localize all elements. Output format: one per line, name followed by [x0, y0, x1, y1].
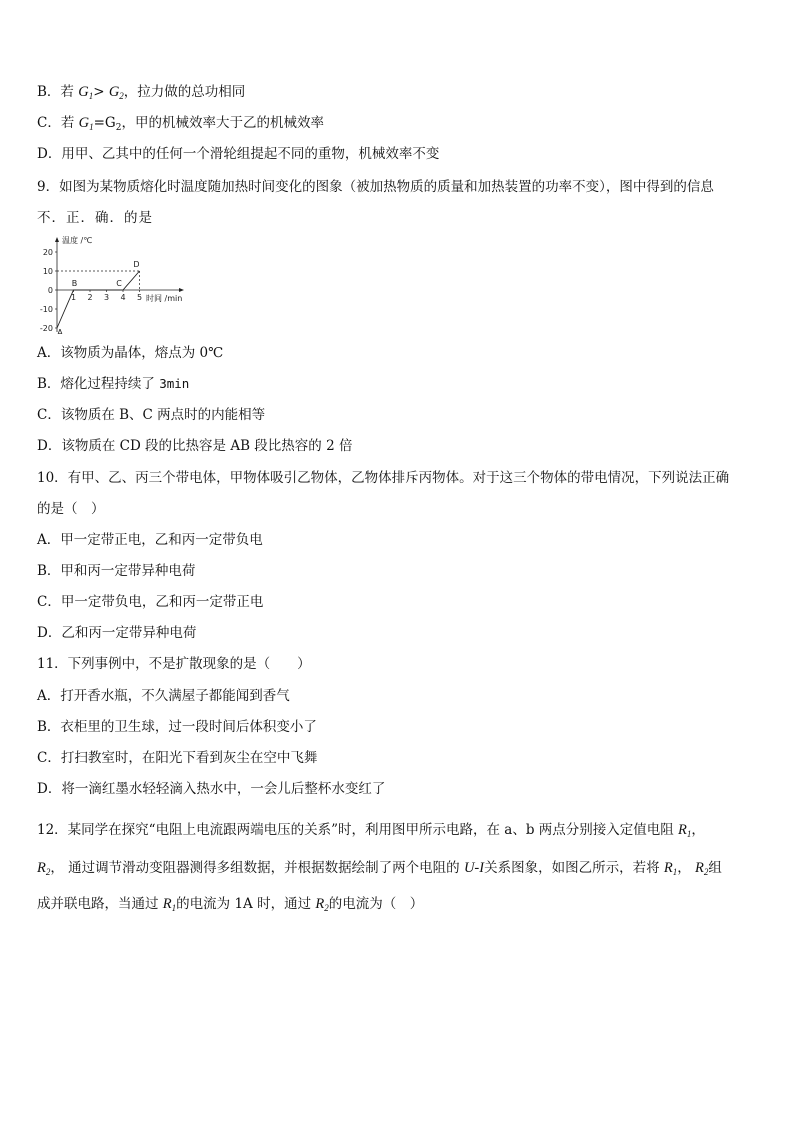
q9-option-b-value: 3min: [159, 376, 190, 391]
g2-symbol: $G_2$: [108, 84, 124, 101]
q8-option-b-suffix: ，拉力做的总功相同: [123, 84, 246, 100]
point-label-b: B: [71, 279, 78, 288]
q9-option-a: A．该物质为晶体，熔点为 0℃: [37, 345, 224, 361]
x-tick-label: 5: [136, 293, 143, 302]
temperature-time-graph: [33, 234, 203, 334]
q10-option-c: C．甲一定带负电，乙和丙一定带正电: [37, 594, 264, 610]
q10-stem-cont: 的是（ ）: [37, 501, 105, 517]
g1-symbol: $G_1$: [78, 84, 94, 101]
q11-option-d: D．将一滴红墨水轻轻滴入热水中，一会儿后整杯水变红了: [37, 781, 386, 797]
q8-option-b: B．若 $G_1> G_2$，拉力做的总功相同: [37, 84, 246, 101]
q8-option-b-prefix: B．若: [37, 84, 79, 100]
x-axis-arrow: [179, 288, 184, 292]
x-axis-label: 时间 /min: [146, 294, 183, 303]
q8-option-c: C．若 $G_1=G_2$，甲的机械效率大于乙的机械效率: [37, 115, 324, 133]
q10-stem: 10．有甲、乙、丙三个带电体，甲物体吸引乙物体，乙物体排斥丙物体。对于这三个物体的带电情况，下列说法正确: [37, 470, 730, 486]
x-tick-label: 4: [120, 293, 126, 302]
r1-symbol: $R_1$: [162, 896, 177, 913]
g1-symbol: $G_1$: [78, 115, 94, 132]
y-tick-label: 0: [47, 286, 53, 295]
y-tick-label: -20: [39, 324, 53, 333]
y-axis-arrow: [55, 237, 59, 242]
y-axis-label: 温度 /℃: [62, 236, 93, 245]
x-tick-label: 3: [103, 293, 110, 302]
point-label-d: D: [133, 260, 140, 269]
q12-text: 的电流为 1A 时，通过: [176, 896, 316, 912]
point-label-a: A: [57, 328, 63, 334]
temperature-curve: [57, 271, 143, 328]
q10-option-a: A．甲一定带正电，乙和丙一定带负电: [37, 532, 263, 548]
q12-line-1: 12．某同学在探究“电阻上电流跟两端电压的关系”时，利用图甲所示电路，在 a、b 两点分别接入定值电阻 $R_1$，: [37, 822, 705, 839]
q9-stem-cont: 不．正．确．的是: [37, 210, 153, 226]
q11-option-b: B．衣柜里的卫生球，过一段时间后体积变小了: [37, 719, 317, 735]
q8-option-c-prefix: C．若: [37, 115, 79, 131]
r2-symbol: $R_2$: [695, 860, 709, 877]
r1-symbol: $R_1$: [678, 822, 692, 839]
y-tick-label: -10: [39, 305, 53, 314]
y-tick-label: 20: [42, 248, 53, 257]
q11-option-a: A．打开香水瓶，不久满屋子都能闻到香气: [37, 688, 290, 704]
q12-text: ， 通过调节滑动变阻器测得多组数据，并根据数据绘制了两个电阻的: [50, 860, 464, 876]
q11-stem: 11．下列事例中，不是扩散现象的是（ ）: [37, 656, 311, 672]
q8-option-d: D．用甲、乙其中的任何一个滑轮组提起不同的重物，机械效率不变: [37, 146, 440, 162]
q12-line-3: [37, 895, 423, 913]
q10-option-b: B．甲和丙一定带异种电荷: [37, 563, 196, 579]
r1-symbol: $R_1$: [663, 860, 678, 877]
q9-option-c: C．该物质在 B、C 两点时的内能相等: [37, 407, 266, 423]
x-tick-label: 2: [87, 293, 93, 302]
q12-text: 成并联电路，当通过: [37, 896, 163, 912]
q9-stem: 9．如图为某物质熔化时温度随加热时间变化的图象（被加热物质的质量和加热装置的功率不变），图中得到的信息: [37, 179, 714, 195]
x-tick-label: 1: [70, 293, 77, 302]
ui-symbol: U-I: [463, 860, 485, 876]
q11-option-c: C．打扫教室时，在阳光下看到灰尘在空中飞舞: [37, 750, 318, 766]
q12-text: 关系图象，如图乙所示，若将: [484, 860, 664, 876]
r2-symbol: $R_2$: [37, 860, 51, 877]
q8-option-c-suffix: ，甲的机械效率大于乙的机械效率: [121, 115, 324, 131]
point-label-c: C: [116, 279, 122, 288]
q9-option-d: D．该物质在 CD 段的比热容是 AB 段比热容的 2 倍: [37, 438, 353, 454]
q10-option-d: D．乙和丙一定带异种电荷: [37, 625, 197, 641]
q12-text: 12．某同学在探究“电阻上电流跟两端电压的关系”时，利用图甲所示电路，在 a、b 两点分别接入定值电阻: [37, 822, 679, 838]
y-tick-label: 10: [42, 267, 53, 276]
q9-option-b-prefix: B．熔化过程持续了: [37, 376, 160, 392]
q12-line-2: $R_2$， 通过调节滑动变阻器测得多组数据，并根据数据绘制了两个电阻的 U-I关系图象，如图乙所示，若将 $R_1$， $R_2$组: [37, 860, 722, 877]
q9-option-b: [37, 375, 189, 393]
q12-text: 组: [708, 860, 722, 876]
q12-text: 的电流为（ ）: [328, 896, 424, 912]
r2-symbol: $R_2$: [315, 896, 329, 913]
